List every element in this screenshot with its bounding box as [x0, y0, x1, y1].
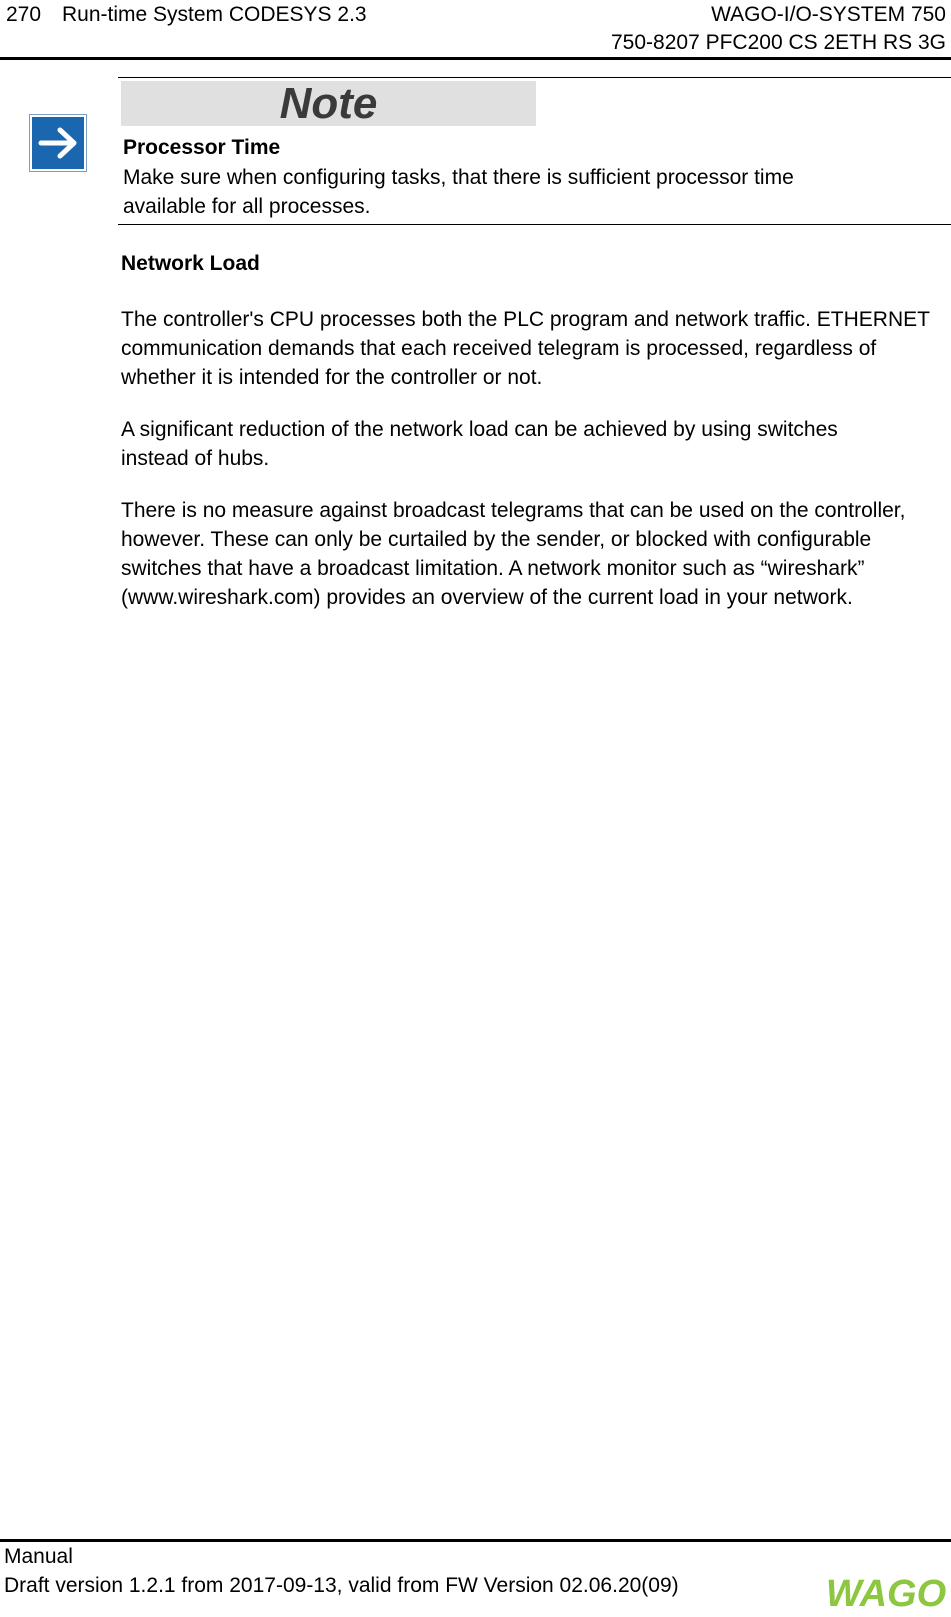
paragraph-3: There is no measure against broadcast telegrams that can be used on the controller, however. These can only be curtailed by the sender, or blocked with configurable switches that have a broadcast limitation. A network monitor such as “wireshark” (www.wireshark.com) provides an overview of the current load in your network.	[121, 499, 906, 609]
page-number: 270	[6, 3, 42, 26]
header-rule	[0, 57, 951, 60]
note-label-box	[121, 81, 536, 126]
wago-logo	[826, 1570, 946, 1612]
footer-version: Draft version 1.2.1 from 2017-09-13, valid from FW Version 02.06.20(09)	[4, 1574, 679, 1597]
note-text: Make sure when configuring tasks, that there is sufficient processor time available for all processes.	[123, 166, 794, 218]
product-line: WAGO-I/O-SYSTEM 750	[711, 3, 946, 26]
chapter-title: Run-time System CODESYS 2.3	[62, 3, 367, 26]
footer-rule	[0, 1539, 951, 1542]
paragraph-1: The controller's CPU processes both the PLC program and network traffic. ETHERNET communication demands that each received telegram is processed, regardless of whether it is intended for the controller or not.	[121, 308, 930, 389]
arrow-right-icon	[32, 117, 84, 169]
product-model: 750-8207 PFC200 CS 2ETH RS 3G	[611, 31, 946, 54]
footer-doc-type: Manual	[4, 1545, 73, 1568]
note-label: Note	[279, 79, 378, 128]
note-icon-frame	[29, 114, 87, 172]
section-heading: Network Load	[121, 252, 260, 275]
note-top-rule	[118, 77, 951, 78]
note-bottom-rule	[118, 224, 951, 225]
note-title: Processor Time	[123, 136, 281, 159]
paragraph-2: A significant reduction of the network load can be achieved by using switches instead of hubs.	[121, 418, 838, 470]
wago-logo-text: WAGO	[826, 1573, 946, 1612]
